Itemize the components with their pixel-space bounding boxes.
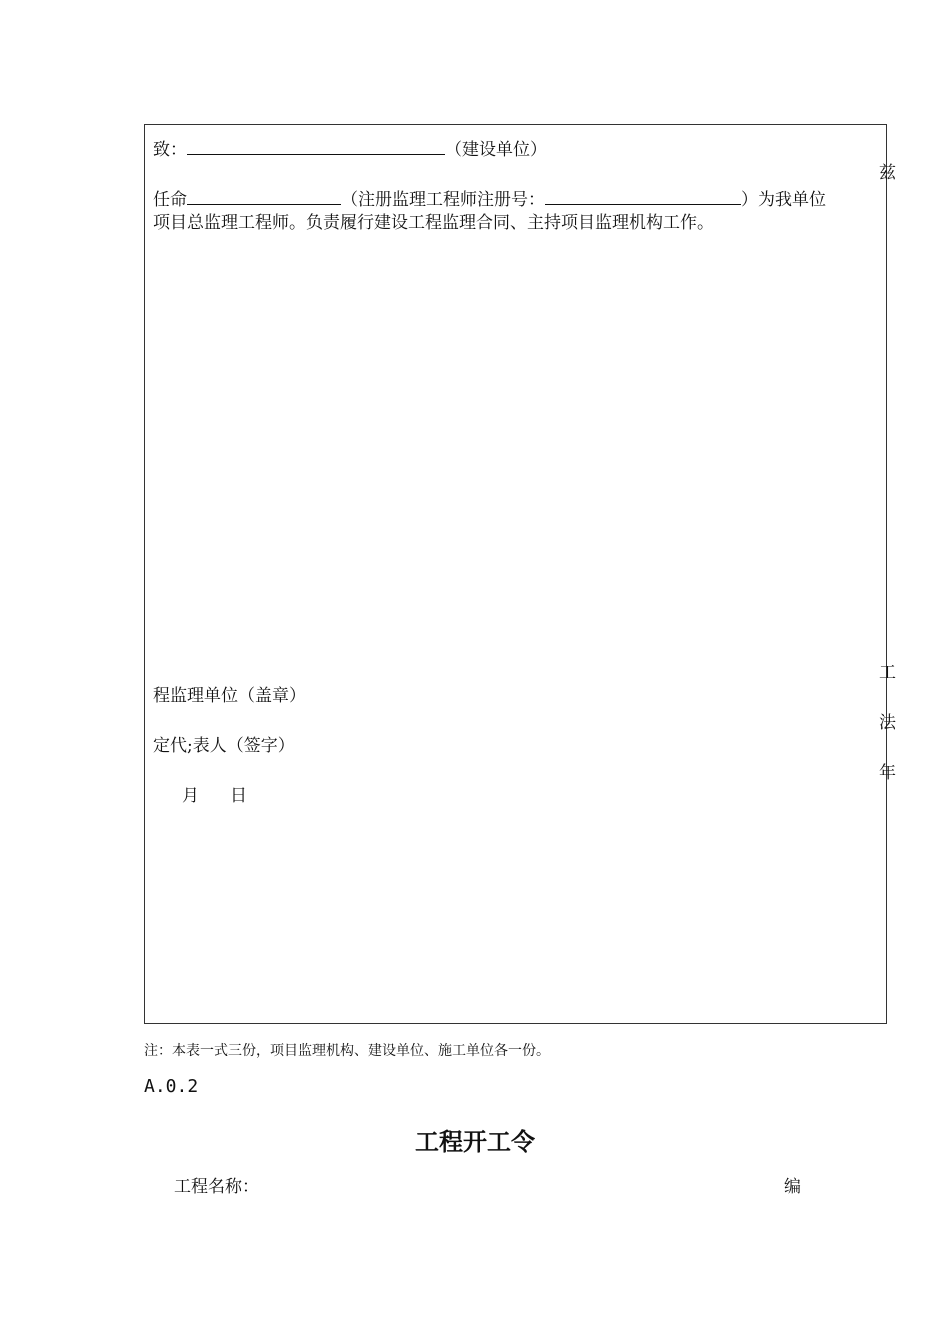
form-code: A.0.2 xyxy=(144,1076,199,1097)
engineer-name-blank[interactable] xyxy=(187,188,341,205)
side-char-gong: 工 xyxy=(879,663,896,683)
supervision-unit-seal-label: 程监理单位（盖章） xyxy=(153,686,306,706)
month-label: 月 xyxy=(182,786,199,806)
document-title: 工程开工令 xyxy=(415,1128,535,1156)
to-prefix: 致： xyxy=(153,140,187,160)
registration-number-blank[interactable] xyxy=(545,188,741,205)
client-name-blank[interactable] xyxy=(187,138,445,155)
appoint-suffix: ）为我单位 xyxy=(741,190,826,210)
appointment-line xyxy=(153,188,826,211)
appointment-form-box xyxy=(144,124,887,1024)
project-name-label: 工程名称： xyxy=(174,1177,259,1197)
addressee-line xyxy=(153,138,547,161)
to-suffix: （建设单位） xyxy=(445,140,547,160)
number-label: 编 xyxy=(784,1177,801,1197)
appoint-prefix: 任命 xyxy=(153,190,187,210)
form-footnote: 注：本表一式三份，项目监理机构、建设单位、施工单位各一份。 xyxy=(144,1043,550,1059)
side-char-nian: 年 xyxy=(879,763,896,783)
appoint-mid: （注册监理工程师注册号： xyxy=(341,190,545,210)
legal-representative-label: 定代;表人（签字） xyxy=(153,736,295,756)
side-char-ci: 兹 xyxy=(879,163,896,183)
side-char-fa: 法 xyxy=(879,713,896,733)
day-label: 日 xyxy=(230,786,247,806)
appointment-duty-text: 项目总监理工程师。负责履行建设工程监理合同、主持项目监理机构工作。 xyxy=(153,213,714,233)
